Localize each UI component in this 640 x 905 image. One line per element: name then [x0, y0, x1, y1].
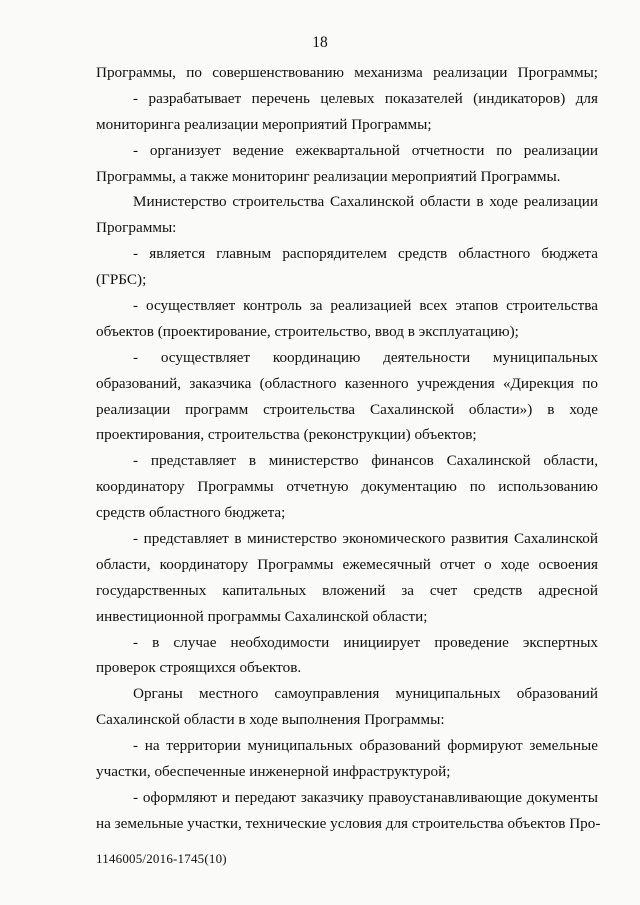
text-line: мониторинга реализации мероприятий Программы; — [96, 115, 432, 133]
page-number: 18 — [312, 34, 328, 51]
text-line: объектов (проектирование, строительство, ввод в эксплуатацию); — [96, 322, 519, 340]
text-line: координатору Программы отчетную документацию по использованию — [96, 478, 598, 496]
text-line: средств областного бюджета; — [96, 504, 286, 522]
text-line: - организует ведение ежеквартальной отчетности по реализации — [133, 141, 598, 159]
text-line: на земельные участки, технические условия для строительства объектов Про- — [96, 814, 601, 832]
text-line: (ГРБС); — [96, 271, 147, 289]
text-line: инвестиционной программы Сахалинской области; — [96, 607, 428, 625]
text-line: Министерство строительства Сахалинской области в ходе реализации — [133, 193, 598, 211]
text-line: Программы: — [96, 219, 177, 237]
text-line: проверок строящихся объектов. — [96, 659, 302, 677]
text-line: - на территории муниципальных образований формируют земельные — [133, 737, 598, 755]
text-line: - представляет в министерство экономического развития Сахалинской — [133, 530, 598, 548]
text-line: Программы, а также мониторинг реализации мероприятий Программы. — [96, 167, 561, 185]
text-line: Органы местного самоуправления муниципальных образований — [133, 685, 598, 703]
text-line: Программы, по совершенствованию механизма реализации Программы; — [96, 64, 598, 81]
text-line: - в случае необходимости инициирует проведение экспертных — [133, 633, 598, 651]
text-line: государственных капитальных вложений за счет средств адресной — [96, 581, 598, 599]
text-line: - разрабатывает перечень целевых показателей (индикаторов) для — [133, 89, 598, 107]
text-line: - является главным распорядителем средств областного бюджета — [133, 245, 598, 263]
text-line: - осуществляет контроль за реализацией всех этапов строительства — [133, 297, 598, 315]
text-line: проектирования, строительства (реконструкции) объектов; — [96, 426, 477, 444]
text-line: - представляет в министерство финансов Сахалинской области, — [133, 452, 598, 470]
text-line: - оформляют и передают заказчику правоустанавливающие документы — [133, 788, 598, 806]
text-line: области, координатору Программы ежемесячный отчет о ходе освоения — [96, 555, 598, 573]
text-line: участки, обеспеченные инженерной инфраструктурой; — [96, 763, 451, 781]
text-line: образований, заказчика (областного казенного учреждения «Дирекция по — [96, 374, 598, 392]
body-text — [96, 60, 601, 837]
text-line: Сахалинской области в ходе выполнения Программы: — [96, 711, 445, 729]
text-line: - осуществляет координацию деятельности муниципальных — [133, 348, 598, 366]
text-line: реализации программ строительства Сахалинской области») в ходе — [96, 400, 598, 418]
document-code: 1146005/2016-1745(10) — [96, 851, 227, 866]
